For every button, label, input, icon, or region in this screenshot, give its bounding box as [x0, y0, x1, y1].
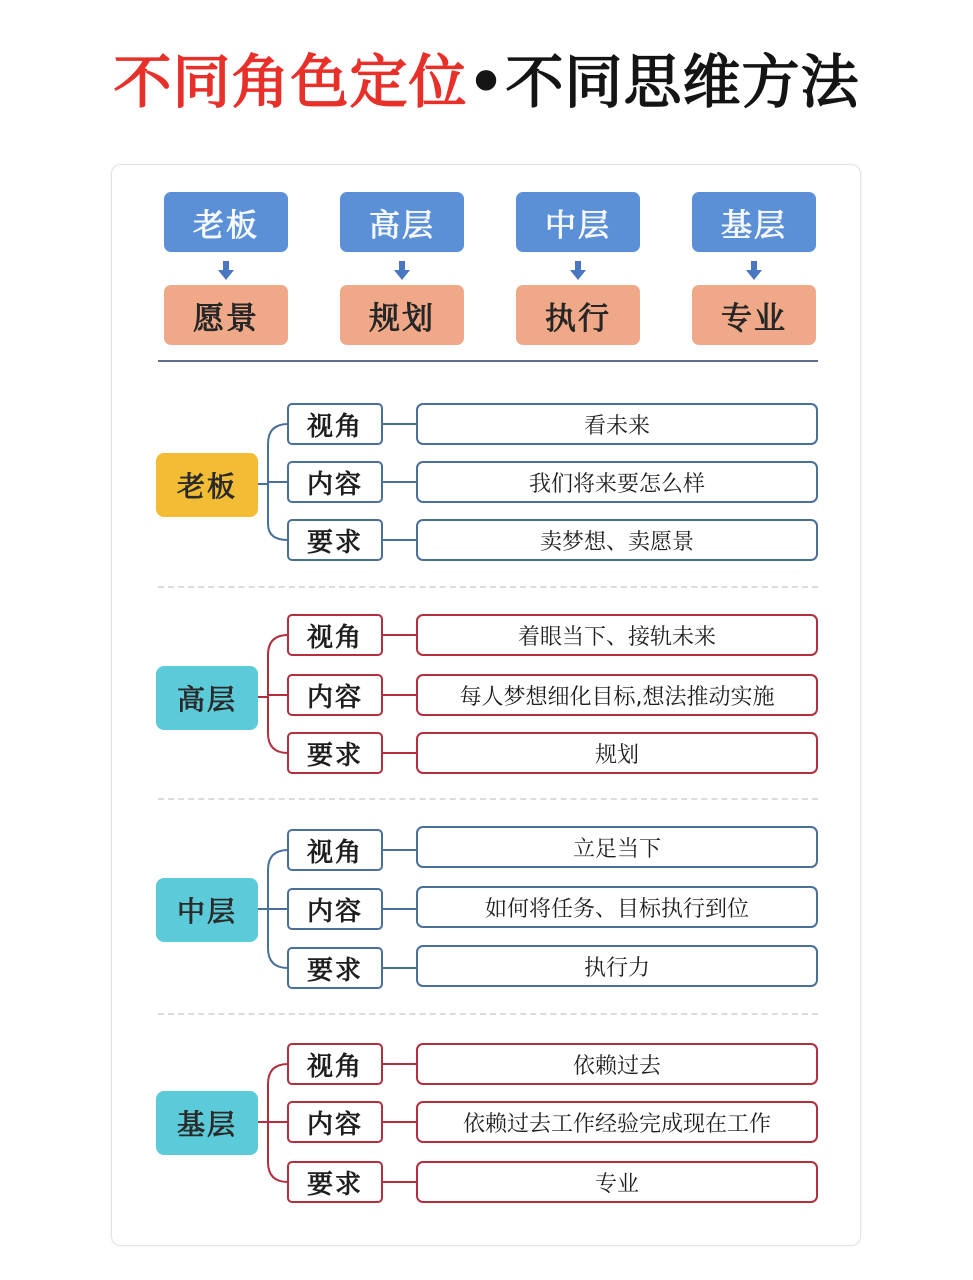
label-requirement: 要求	[287, 519, 383, 561]
top-goal-planning: 规划	[340, 285, 464, 345]
role-box-boss: 老板	[156, 453, 258, 517]
value-content: 如何将任务、目标执行到位	[416, 886, 818, 928]
title-dark-part: 不同思维方法	[505, 48, 860, 116]
label-requirement: 要求	[287, 732, 383, 774]
role-box-senior: 高层	[156, 666, 258, 730]
label-content: 内容	[287, 674, 383, 716]
value-requirement: 执行力	[416, 945, 818, 987]
label-content: 内容	[287, 888, 383, 930]
top-role-boss: 老板	[164, 192, 288, 252]
value-requirement: 卖梦想、卖愿景	[416, 519, 818, 561]
value-requirement: 专业	[416, 1161, 818, 1203]
top-goal-execution: 执行	[516, 285, 640, 345]
label-perspective: 视角	[287, 829, 383, 871]
label-perspective: 视角	[287, 403, 383, 445]
label-requirement: 要求	[287, 1161, 383, 1203]
value-content: 每人梦想细化目标,想法推动实施	[416, 674, 818, 716]
label-requirement: 要求	[287, 947, 383, 989]
label-content: 内容	[287, 1101, 383, 1143]
top-role-middle: 中层	[516, 192, 640, 252]
top-role-senior: 高层	[340, 192, 464, 252]
value-requirement: 规划	[416, 732, 818, 774]
value-perspective: 依赖过去	[416, 1043, 818, 1085]
top-goal-vision: 愿景	[164, 285, 288, 345]
value-perspective: 着眼当下、接轨未来	[416, 614, 818, 656]
top-role-base: 基层	[692, 192, 816, 252]
dashed-divider	[158, 798, 818, 800]
label-content: 内容	[287, 461, 383, 503]
role-box-middle: 中层	[156, 878, 258, 942]
value-perspective: 立足当下	[416, 826, 818, 868]
dashed-divider	[158, 586, 818, 588]
title-red-part: 不同角色定位	[113, 48, 468, 116]
label-perspective: 视角	[287, 1043, 383, 1085]
value-perspective: 看未来	[416, 403, 818, 445]
label-perspective: 视角	[287, 614, 383, 656]
title-separator: •	[467, 48, 506, 116]
role-box-base: 基层	[156, 1091, 258, 1155]
value-content: 依赖过去工作经验完成现在工作	[416, 1101, 818, 1143]
top-goal-professional: 专业	[692, 285, 816, 345]
dashed-divider	[158, 1013, 818, 1015]
value-content: 我们将来要怎么样	[416, 461, 818, 503]
